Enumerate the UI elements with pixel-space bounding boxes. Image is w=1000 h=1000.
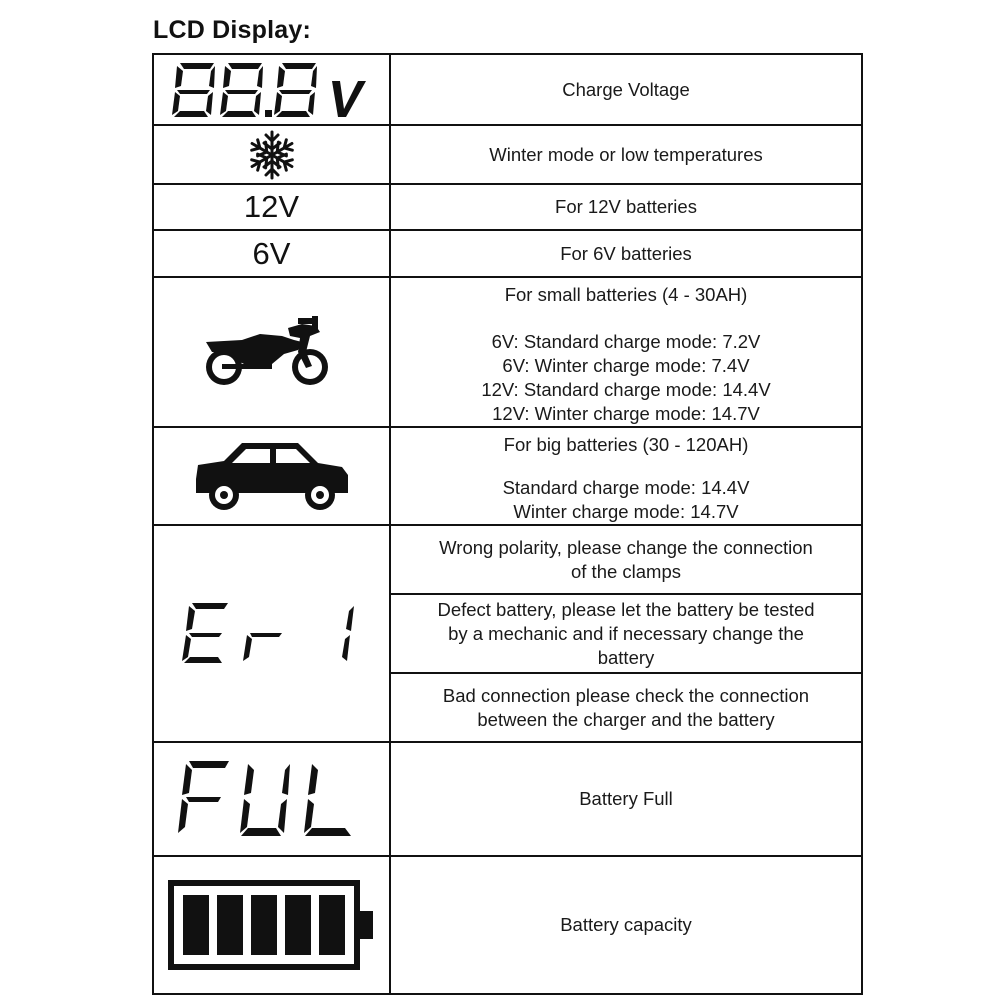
car-cell [154, 428, 389, 524]
description-line: Bad connection please check the connection [442, 684, 810, 706]
big-batteries-description [391, 428, 861, 524]
description-line: 12V: Standard charge mode: 14.4V [481, 379, 771, 400]
description-line: 6V: Winter charge mode: 7.4V [502, 355, 750, 376]
description-line: Charge Voltage [562, 78, 690, 100]
description-line: Winter mode or low temperatures [489, 143, 763, 165]
description-line: between the charger and the battery [477, 708, 775, 730]
motorcycle-icon [202, 312, 342, 392]
description-line: 12V: Winter charge mode: 14.7V [492, 403, 760, 424]
snowflake-icon [246, 129, 298, 181]
description-line: of the clamps [570, 560, 682, 582]
6v-cell [154, 231, 389, 276]
description-line: Battery capacity [560, 914, 692, 935]
description-line: by a mechanic and if necessary change the [448, 622, 804, 644]
lcd-voltage-cell [154, 55, 389, 124]
description-line: Winter charge mode: 14.7V [513, 501, 739, 522]
lcd-ful-segment-icon [177, 757, 367, 841]
battery-capacity-description [391, 857, 861, 993]
full-cell [154, 743, 389, 855]
page-title: LCD Display: [153, 16, 311, 44]
description-line: For big batteries (30 - 120AH) [503, 434, 749, 455]
small-batteries-description [391, 278, 861, 426]
12v-label: 12V [243, 189, 300, 224]
defect-battery-description [391, 595, 861, 672]
error-cell [154, 526, 389, 741]
6v-description [391, 231, 861, 276]
description-line: For 6V batteries [560, 242, 692, 264]
description-line: battery [597, 646, 655, 668]
description-line: 6V: Standard charge mode: 7.2V [491, 331, 761, 352]
description-line: For 12V batteries [555, 196, 697, 217]
winter-mode-description [391, 126, 861, 183]
charge-voltage-description [391, 55, 861, 124]
wrong-polarity-description [391, 526, 861, 593]
12v-cell [154, 185, 389, 229]
description-line: For small batteries (4 - 30AH) [504, 284, 748, 305]
description-line: Standard charge mode: 14.4V [502, 477, 750, 498]
motorcycle-cell [154, 278, 389, 426]
car-icon [194, 439, 350, 513]
bad-connection-description [391, 674, 861, 741]
6v-label: 6V [252, 235, 291, 271]
lcd-88.8v-segment-icon [172, 59, 372, 121]
description-line: Battery Full [579, 788, 673, 809]
snowflake-cell [154, 126, 389, 183]
description-line: Wrong polarity, please change the connection [439, 536, 813, 558]
lcd-er1-segment-icon [182, 599, 362, 669]
12v-description [391, 185, 861, 229]
battery-full-icon [167, 879, 377, 971]
battery-cell [154, 857, 389, 993]
description-line: Defect battery, please let the battery be tested [437, 598, 815, 620]
battery-full-description [391, 743, 861, 855]
